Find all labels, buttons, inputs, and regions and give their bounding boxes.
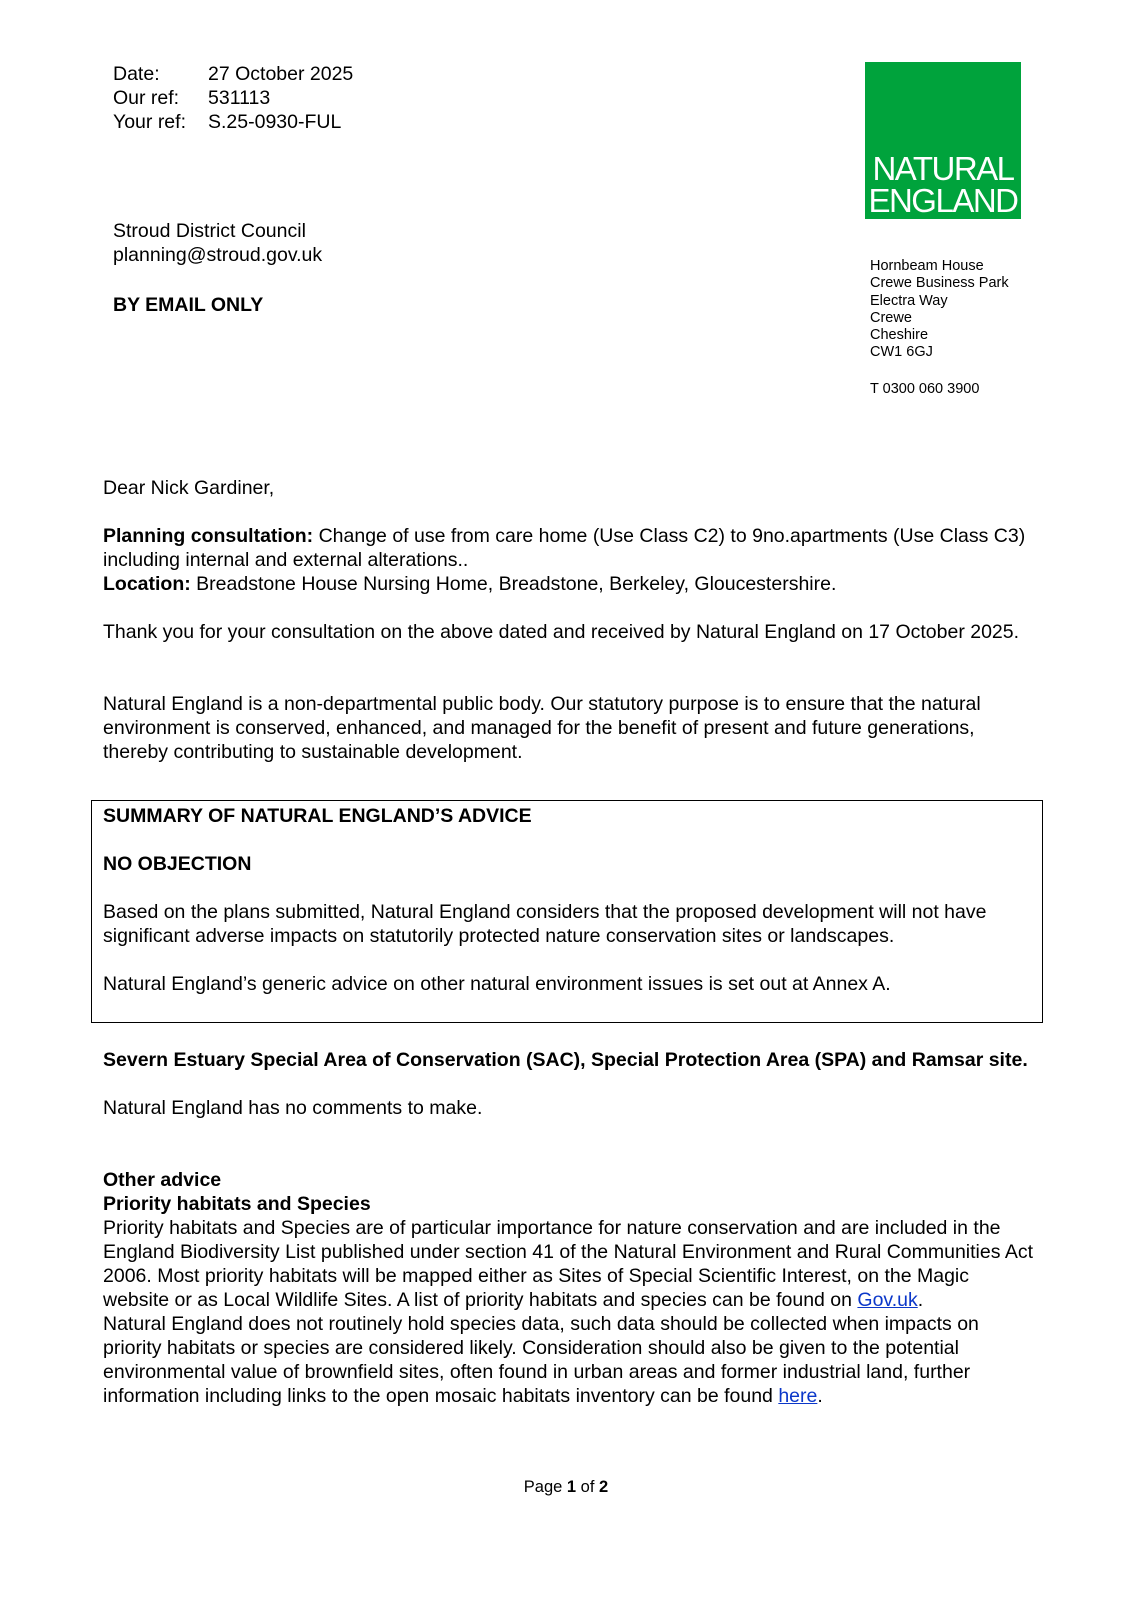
your-ref-label: Your ref: — [113, 111, 186, 133]
para2-end: . — [817, 1385, 823, 1407]
recipient-block — [113, 219, 322, 267]
current-page: 1 — [566, 1478, 577, 1496]
severn-text: Natural England has no comments to make. — [103, 1097, 483, 1119]
delivery-method: BY EMAIL ONLY — [113, 294, 264, 316]
address-line: Electra Way — [870, 292, 948, 309]
location-text: Breadstone House Nursing Home, Breadstone, Berkeley, Gloucestershire. — [190, 573, 837, 595]
para1-text: Priority habitats and Species are of particular importance for nature conservation and are included in the England Biodiversity List published under section 41 of the Natural Environment and Rural Communities Act 2006. Most priority habitats will be mapped either as Sites of Special Scientific Interest, on the Magic website or as Local Wildlife Sites. A list of priority habitats and species can be found on — [103, 1217, 1034, 1311]
address-line: Cheshire — [870, 327, 929, 344]
consultation-block — [103, 524, 1038, 596]
date-value: 27 October 2025 — [208, 63, 354, 85]
para1-end: . — [917, 1289, 924, 1311]
address-line: CW1 6GJ — [870, 344, 933, 361]
logo-line-1: NATURAL — [872, 150, 1014, 187]
summary-box — [91, 800, 1043, 1023]
recipient-name: Stroud District Council — [113, 220, 306, 242]
page-footer — [0, 1478, 1132, 1497]
priority-habitats-heading: Priority habitats and Species — [103, 1193, 371, 1215]
priority-habitats-paragraph-1 — [103, 1216, 1038, 1312]
summary-paragraph-1: Based on the plans submitted, Natural England considers that the proposed development will not have significant adverse impacts on statutorily protected nature conservation sites or landscapes. — [103, 901, 987, 947]
consultation-label: Planning consultation: — [103, 525, 314, 547]
other-advice-section — [103, 1168, 1038, 1408]
logo-line-2: ENGLAND — [868, 182, 1018, 219]
recipient-email: planning@stroud.gov.uk — [113, 244, 323, 266]
of-word: of — [576, 1478, 600, 1496]
consultation-text: Change of use from care home (Use Class C2) to 9no.apartments (Use Class C3) including internal and external alterations.. — [103, 525, 1026, 571]
sender-phone: T 0300 060 3900 — [870, 380, 980, 397]
date-row — [113, 62, 353, 86]
location-line — [103, 572, 1038, 596]
page-word: Page — [523, 1478, 567, 1496]
natural-england-logo — [865, 62, 1021, 219]
our-ref-label: Our ref: — [113, 87, 180, 109]
our-ref-value: 531113 — [208, 87, 271, 109]
letter-meta — [113, 62, 353, 134]
salutation: Dear Nick Gardiner, — [103, 477, 275, 499]
para2-text: Natural England does not routinely hold species data, such data should be collected when impacts on priority habitats or species are considered likely. Consideration should also be given to the potential environmental value of brownfield sites, often found in urban areas and former industrial land, further information including links to the open mosaic habitats inventory can be found — [103, 1313, 979, 1407]
consultation-line — [103, 524, 1038, 572]
severn-heading: Severn Estuary Special Area of Conservation (SAC), Special Protection Area (SPA) and Ramsar site. — [103, 1049, 1028, 1071]
address-line: Hornbeam House — [870, 258, 984, 274]
date-label: Date: — [113, 63, 160, 85]
summary-paragraph-2: Natural England’s generic advice on other natural environment issues is set out at Annex A. — [103, 973, 891, 995]
severn-section — [103, 1048, 1038, 1120]
total-pages: 2 — [599, 1478, 609, 1496]
summary-heading: SUMMARY OF NATURAL ENGLAND’S ADVICE — [103, 805, 532, 827]
location-label: Location: — [103, 573, 191, 595]
your-ref-row — [113, 110, 353, 134]
here-link[interactable]: here — [778, 1385, 818, 1407]
purpose-paragraph: Natural England is a non-departmental public body. Our statutory purpose is to ensure that the natural environment is conserved, enhanced, and managed for the benefit of present and future generations, thereby contributing to sustainable development. — [103, 693, 981, 763]
thanks-paragraph: Thank you for your consultation on the above dated and received by Natural England on 17 October 2025. — [103, 621, 1020, 643]
address-line: Crewe Business Park — [870, 275, 1009, 292]
priority-habitats-paragraph-2 — [103, 1312, 1038, 1408]
gov-uk-link[interactable]: Gov.uk — [857, 1289, 918, 1311]
other-advice-heading: Other advice — [103, 1169, 222, 1191]
summary-verdict: NO OBJECTION — [103, 853, 252, 875]
our-ref-row — [113, 86, 353, 110]
sender-address — [870, 258, 1009, 398]
your-ref-value: S.25-0930-FUL — [208, 111, 342, 133]
address-line: Crewe — [870, 309, 912, 326]
